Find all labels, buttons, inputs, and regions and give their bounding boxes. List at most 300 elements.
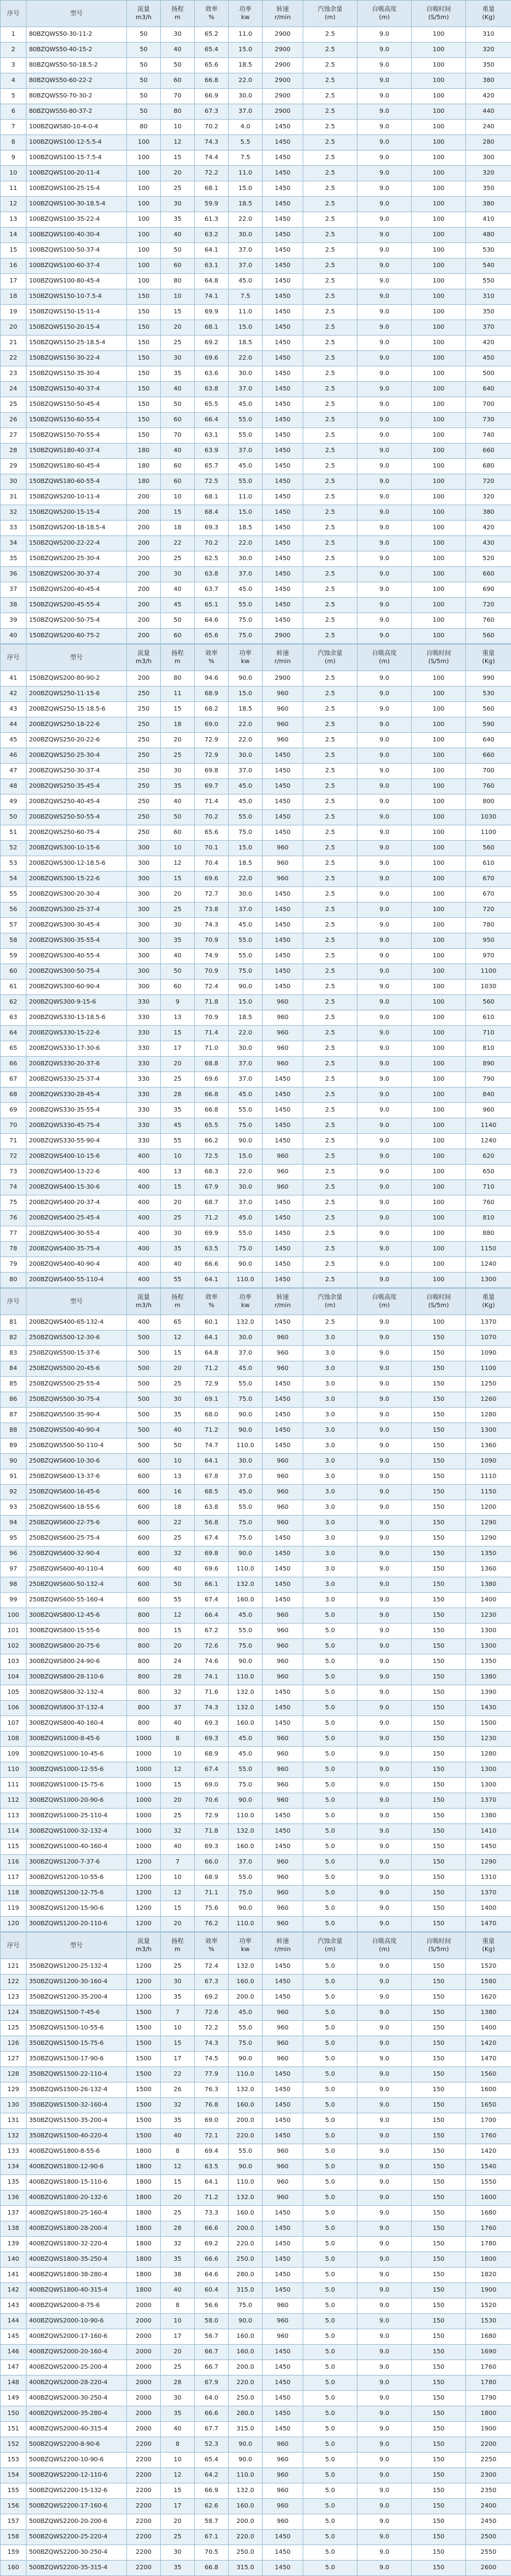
cell-efficiency: 70.9 bbox=[195, 933, 229, 949]
cell-efficiency: 56.6 bbox=[195, 2298, 229, 2314]
cell-self-priming-height: 9.0 bbox=[358, 1577, 412, 1593]
table-row bbox=[1, 2545, 511, 2561]
cell-weight: 1380 bbox=[466, 2005, 511, 2021]
cell-flow: 400 bbox=[127, 1195, 161, 1211]
cell-self-priming-time: 150 bbox=[412, 2298, 466, 2314]
cell-speed: 960 bbox=[263, 1608, 303, 1624]
table-row bbox=[1, 444, 511, 459]
cell-model: 250BZQWS600-13-37-6 bbox=[27, 1469, 127, 1485]
cell-self-priming-time: 100 bbox=[412, 887, 466, 902]
cell-model: 200BZQWS330-28-45-4 bbox=[27, 1088, 127, 1103]
cell-model: 200BZQWS300-15-22-6 bbox=[27, 872, 127, 887]
cell-model: 400BZQWS1800-15-110-6 bbox=[27, 2175, 127, 2190]
cell-npsh: 2.5 bbox=[303, 243, 358, 258]
table-row bbox=[1, 1701, 511, 1716]
cell-head: 25 bbox=[161, 2360, 195, 2376]
cell-efficiency: 74.6 bbox=[195, 1654, 229, 1670]
cell-self-priming-time: 150 bbox=[412, 1839, 466, 1855]
cell-speed: 960 bbox=[263, 2468, 303, 2483]
cell-weight: 760 bbox=[466, 779, 511, 795]
cell-speed: 1450 bbox=[263, 933, 303, 949]
cell-model: 400BZQWS2000-35-280-4 bbox=[27, 2406, 127, 2422]
cell-efficiency: 68.3 bbox=[195, 1165, 229, 1180]
cell-weight: 1500 bbox=[466, 1716, 511, 1732]
cell-head: 30 bbox=[161, 351, 195, 366]
cell-power: 15.0 bbox=[229, 181, 263, 197]
table-row bbox=[1, 1990, 511, 2005]
cell-speed: 960 bbox=[263, 1331, 303, 1346]
cell-efficiency: 71.6 bbox=[195, 1685, 229, 1701]
cell-efficiency: 63.9 bbox=[195, 444, 229, 459]
cell-no: 16 bbox=[1, 258, 27, 274]
cell-head: 35 bbox=[161, 366, 195, 382]
cell-weight: 1520 bbox=[466, 2298, 511, 2314]
cell-efficiency: 74.9 bbox=[195, 949, 229, 964]
cell-self-priming-height: 9.0 bbox=[358, 2190, 412, 2206]
cell-power: 18.5 bbox=[229, 58, 263, 73]
cell-efficiency: 64.1 bbox=[195, 2175, 229, 2190]
cell-no: 146 bbox=[1, 2345, 27, 2360]
table-row bbox=[1, 120, 511, 135]
cell-self-priming-time: 100 bbox=[412, 197, 466, 212]
cell-self-priming-height: 9.0 bbox=[358, 243, 412, 258]
cell-efficiency: 68.7 bbox=[195, 1195, 229, 1211]
cell-weight: 1370 bbox=[466, 1315, 511, 1331]
cell-weight: 800 bbox=[466, 795, 511, 810]
cell-power: 37.0 bbox=[229, 444, 263, 459]
cell-head: 15 bbox=[161, 1901, 195, 1917]
cell-model: 400BZQWS1800-20-132-6 bbox=[27, 2190, 127, 2206]
cell-npsh: 2.5 bbox=[303, 733, 358, 748]
cell-self-priming-height: 9.0 bbox=[358, 2021, 412, 2036]
cell-npsh: 2.5 bbox=[303, 536, 358, 551]
cell-self-priming-time: 100 bbox=[412, 135, 466, 151]
cell-npsh: 3.0 bbox=[303, 1469, 358, 1485]
cell-no: 38 bbox=[1, 598, 27, 613]
cell-npsh: 5.0 bbox=[303, 2021, 358, 2036]
cell-npsh: 2.5 bbox=[303, 1149, 358, 1165]
cell-head: 35 bbox=[161, 933, 195, 949]
table-row bbox=[1, 1423, 511, 1439]
cell-model: 300BZQWS1000-8-45-6 bbox=[27, 1732, 127, 1747]
cell-flow: 300 bbox=[127, 856, 161, 872]
cell-no: 11 bbox=[1, 181, 27, 197]
cell-speed: 1450 bbox=[263, 505, 303, 521]
cell-self-priming-height: 9.0 bbox=[358, 1165, 412, 1180]
cell-head: 40 bbox=[161, 949, 195, 964]
cell-flow: 1000 bbox=[127, 1747, 161, 1762]
cell-power: 280.0 bbox=[229, 2406, 263, 2422]
cell-self-priming-time: 150 bbox=[412, 1546, 466, 1562]
cell-flow: 1800 bbox=[127, 2206, 161, 2221]
cell-head: 30 bbox=[161, 2391, 195, 2406]
header-flow: 流量 m3/h bbox=[127, 1289, 161, 1315]
cell-power: 55.0 bbox=[229, 1226, 263, 1242]
cell-model: 500BZQWS2200-10-90-6 bbox=[27, 2453, 127, 2468]
cell-power: 90.0 bbox=[229, 1546, 263, 1562]
cell-npsh: 2.5 bbox=[303, 1088, 358, 1103]
cell-power: 132.0 bbox=[229, 1315, 263, 1331]
cell-power: 30.0 bbox=[229, 748, 263, 764]
cell-efficiency: 71.2 bbox=[195, 2190, 229, 2206]
cell-no: 37 bbox=[1, 582, 27, 598]
cell-speed: 1450 bbox=[263, 1211, 303, 1226]
cell-no: 34 bbox=[1, 536, 27, 551]
cell-efficiency: 74.5 bbox=[195, 2052, 229, 2067]
cell-self-priming-time: 100 bbox=[412, 613, 466, 629]
cell-flow: 330 bbox=[127, 1072, 161, 1088]
table-row bbox=[1, 2514, 511, 2530]
cell-model: 150BZQWS200-18-18.5-4 bbox=[27, 521, 127, 536]
table-row bbox=[1, 1685, 511, 1701]
cell-self-priming-height: 9.0 bbox=[358, 2422, 412, 2437]
cell-efficiency: 72.9 bbox=[195, 748, 229, 764]
table-row bbox=[1, 2052, 511, 2067]
cell-npsh: 3.0 bbox=[303, 1423, 358, 1439]
table-row bbox=[1, 1331, 511, 1346]
table-row bbox=[1, 2437, 511, 2453]
cell-npsh: 5.0 bbox=[303, 1654, 358, 1670]
cell-npsh: 5.0 bbox=[303, 1793, 358, 1809]
cell-weight: 950 bbox=[466, 933, 511, 949]
cell-efficiency: 70.5 bbox=[195, 2545, 229, 2561]
cell-no: 136 bbox=[1, 2190, 27, 2206]
cell-efficiency: 66.7 bbox=[195, 2360, 229, 2376]
cell-self-priming-time: 100 bbox=[412, 444, 466, 459]
cell-weight: 2500 bbox=[466, 2530, 511, 2545]
table-row bbox=[1, 2098, 511, 2113]
cell-flow: 500 bbox=[127, 1423, 161, 1439]
cell-power: 37.0 bbox=[229, 567, 263, 582]
cell-flow: 200 bbox=[127, 671, 161, 687]
cell-self-priming-time: 150 bbox=[412, 1762, 466, 1778]
cell-model: 100BZQWS100-12-5.5-4 bbox=[27, 135, 127, 151]
cell-npsh: 2.5 bbox=[303, 27, 358, 43]
cell-power: 55.0 bbox=[229, 2021, 263, 2036]
cell-head: 26 bbox=[161, 2083, 195, 2098]
cell-npsh: 5.0 bbox=[303, 1624, 358, 1639]
cell-model: 200BZQWS250-50-55-4 bbox=[27, 810, 127, 825]
cell-speed: 960 bbox=[263, 1855, 303, 1870]
cell-self-priming-time: 150 bbox=[412, 1990, 466, 2005]
cell-npsh: 2.5 bbox=[303, 687, 358, 702]
cell-model: 150BZQWS200-80-90-2 bbox=[27, 671, 127, 687]
cell-model: 200BZQWS250-25-30-4 bbox=[27, 748, 127, 764]
table-row bbox=[1, 305, 511, 320]
cell-head: 30 bbox=[161, 1392, 195, 1408]
cell-efficiency: 63.8 bbox=[195, 1500, 229, 1516]
cell-head: 13 bbox=[161, 1469, 195, 1485]
cell-self-priming-height: 9.0 bbox=[358, 748, 412, 764]
cell-no: 125 bbox=[1, 2021, 27, 2036]
cell-flow: 330 bbox=[127, 1118, 161, 1134]
cell-power: 18.5 bbox=[229, 336, 263, 351]
cell-self-priming-height: 9.0 bbox=[358, 933, 412, 949]
cell-self-priming-time: 100 bbox=[412, 1026, 466, 1041]
cell-head: 20 bbox=[161, 1057, 195, 1072]
cell-weight: 430 bbox=[466, 536, 511, 551]
cell-speed: 960 bbox=[263, 2314, 303, 2329]
cell-speed: 1450 bbox=[263, 2252, 303, 2268]
cell-speed: 960 bbox=[263, 1778, 303, 1793]
cell-npsh: 3.0 bbox=[303, 1361, 358, 1377]
cell-self-priming-time: 100 bbox=[412, 964, 466, 980]
table-row bbox=[1, 1917, 511, 1932]
cell-head: 15 bbox=[161, 2483, 195, 2499]
cell-self-priming-time: 150 bbox=[412, 2036, 466, 2052]
cell-speed: 1450 bbox=[263, 2283, 303, 2298]
cell-no: 17 bbox=[1, 274, 27, 289]
cell-flow: 2000 bbox=[127, 2345, 161, 2360]
table-row bbox=[1, 1026, 511, 1041]
cell-self-priming-height: 9.0 bbox=[358, 1747, 412, 1762]
cell-weight: 640 bbox=[466, 382, 511, 397]
cell-no: 101 bbox=[1, 1624, 27, 1639]
cell-power: 110.0 bbox=[229, 1670, 263, 1685]
cell-speed: 1450 bbox=[263, 2422, 303, 2437]
cell-flow: 800 bbox=[127, 1654, 161, 1670]
cell-speed: 960 bbox=[263, 1485, 303, 1500]
cell-flow: 600 bbox=[127, 1500, 161, 1516]
cell-head: 16 bbox=[161, 1485, 195, 1500]
cell-no: 139 bbox=[1, 2237, 27, 2252]
cell-power: 132.0 bbox=[229, 1577, 263, 1593]
cell-weight: 560 bbox=[466, 995, 511, 1010]
cell-self-priming-height: 9.0 bbox=[358, 397, 412, 413]
cell-no: 112 bbox=[1, 1793, 27, 1809]
cell-self-priming-height: 9.0 bbox=[358, 2175, 412, 2190]
cell-power: 22.0 bbox=[229, 351, 263, 366]
cell-self-priming-time: 150 bbox=[412, 1901, 466, 1917]
cell-no: 4 bbox=[1, 73, 27, 89]
cell-no: 74 bbox=[1, 1180, 27, 1195]
cell-no: 15 bbox=[1, 243, 27, 258]
cell-self-priming-height: 9.0 bbox=[358, 1546, 412, 1562]
cell-npsh: 2.5 bbox=[303, 444, 358, 459]
cell-no: 147 bbox=[1, 2360, 27, 2376]
cell-efficiency: 71.4 bbox=[195, 1026, 229, 1041]
cell-model: 350BZQWS1500-15-75-6 bbox=[27, 2036, 127, 2052]
cell-speed: 1450 bbox=[263, 582, 303, 598]
cell-flow: 200 bbox=[127, 521, 161, 536]
cell-speed: 960 bbox=[263, 1793, 303, 1809]
cell-efficiency: 68.1 bbox=[195, 490, 229, 505]
cell-speed: 960 bbox=[263, 1747, 303, 1762]
table-row bbox=[1, 2206, 511, 2221]
cell-self-priming-time: 150 bbox=[412, 2083, 466, 2098]
cell-weight: 1250 bbox=[466, 1377, 511, 1392]
header-eff: 效率 % bbox=[195, 1933, 229, 1959]
table-row bbox=[1, 505, 511, 521]
cell-flow: 1000 bbox=[127, 1762, 161, 1778]
cell-self-priming-time: 100 bbox=[412, 629, 466, 644]
cell-weight: 550 bbox=[466, 274, 511, 289]
cell-speed: 1450 bbox=[263, 980, 303, 995]
cell-speed: 1450 bbox=[263, 764, 303, 779]
cell-efficiency: 72.9 bbox=[195, 733, 229, 748]
cell-speed: 1450 bbox=[263, 382, 303, 397]
cell-self-priming-time: 150 bbox=[412, 1408, 466, 1423]
cell-head: 50 bbox=[161, 1439, 195, 1454]
cell-power: 160.0 bbox=[229, 2329, 263, 2345]
table-row bbox=[1, 964, 511, 980]
cell-weight: 700 bbox=[466, 397, 511, 413]
cell-flow: 500 bbox=[127, 1361, 161, 1377]
cell-efficiency: 76.8 bbox=[195, 2098, 229, 2113]
cell-flow: 400 bbox=[127, 1165, 161, 1180]
cell-flow: 2000 bbox=[127, 2314, 161, 2329]
cell-speed: 960 bbox=[263, 733, 303, 748]
header-weight: 重量 (Kg) bbox=[466, 1933, 511, 1959]
table-row bbox=[1, 2129, 511, 2144]
cell-self-priming-height: 9.0 bbox=[358, 474, 412, 490]
cell-self-priming-height: 9.0 bbox=[358, 1118, 412, 1134]
cell-model: 300BZQWS1200-20-110-6 bbox=[27, 1917, 127, 1932]
cell-no: 152 bbox=[1, 2437, 27, 2453]
cell-self-priming-height: 9.0 bbox=[358, 1975, 412, 1990]
table-row bbox=[1, 212, 511, 228]
cell-npsh: 5.0 bbox=[303, 2129, 358, 2144]
cell-flow: 1000 bbox=[127, 1732, 161, 1747]
cell-model: 200BZQWS400-20-37-4 bbox=[27, 1195, 127, 1211]
cell-model: 200BZQWS400-13-22-6 bbox=[27, 1165, 127, 1180]
cell-model: 200BZQWS300-60-90-4 bbox=[27, 980, 127, 995]
cell-flow: 400 bbox=[127, 1273, 161, 1288]
cell-no: 73 bbox=[1, 1165, 27, 1180]
cell-efficiency: 94.6 bbox=[195, 671, 229, 687]
cell-power: 45.0 bbox=[229, 582, 263, 598]
cell-efficiency: 67.4 bbox=[195, 1762, 229, 1778]
cell-model: 400BZQWS2000-17-160-6 bbox=[27, 2329, 127, 2345]
cell-model: 300BZQWS800-24-90-6 bbox=[27, 1654, 127, 1670]
cell-self-priming-time: 100 bbox=[412, 428, 466, 444]
cell-model: 350BZQWS1200-25-132-4 bbox=[27, 1959, 127, 1975]
header-power: 功率 kw bbox=[229, 645, 263, 671]
cell-power: 160.0 bbox=[229, 2206, 263, 2221]
cell-weight: 1430 bbox=[466, 1701, 511, 1716]
pump-spec-table bbox=[0, 1288, 511, 1932]
table-row bbox=[1, 2483, 511, 2499]
cell-self-priming-height: 9.0 bbox=[358, 856, 412, 872]
cell-self-priming-time: 100 bbox=[412, 459, 466, 474]
cell-head: 60 bbox=[161, 474, 195, 490]
cell-self-priming-time: 100 bbox=[412, 1257, 466, 1273]
cell-self-priming-height: 9.0 bbox=[358, 1886, 412, 1901]
cell-flow: 1800 bbox=[127, 2175, 161, 2190]
cell-efficiency: 72.4 bbox=[195, 980, 229, 995]
cell-weight: 1760 bbox=[466, 2129, 511, 2144]
cell-power: 75.0 bbox=[229, 1516, 263, 1531]
cell-power: 11.0 bbox=[229, 490, 263, 505]
cell-model: 250BZQWS500-40-90-4 bbox=[27, 1423, 127, 1439]
header-npsh: 汽蚀余量 (m) bbox=[303, 1, 358, 27]
cell-self-priming-time: 100 bbox=[412, 536, 466, 551]
cell-model: 300BZQWS1000-32-132-4 bbox=[27, 1824, 127, 1839]
cell-power: 90.0 bbox=[229, 980, 263, 995]
cell-no: 90 bbox=[1, 1454, 27, 1469]
cell-power: 90.0 bbox=[229, 1423, 263, 1439]
cell-flow: 500 bbox=[127, 1346, 161, 1361]
cell-npsh: 2.5 bbox=[303, 933, 358, 949]
cell-speed: 960 bbox=[263, 2175, 303, 2190]
cell-self-priming-time: 100 bbox=[412, 1041, 466, 1057]
cell-efficiency: 65.2 bbox=[195, 27, 229, 43]
cell-power: 45.0 bbox=[229, 779, 263, 795]
header-selfheight: 自吸高度 (m) bbox=[358, 645, 412, 671]
cell-power: 22.0 bbox=[229, 536, 263, 551]
cell-speed: 1450 bbox=[263, 1809, 303, 1824]
cell-flow: 2200 bbox=[127, 2545, 161, 2561]
cell-no: 25 bbox=[1, 397, 27, 413]
cell-self-priming-time: 100 bbox=[412, 687, 466, 702]
cell-flow: 300 bbox=[127, 887, 161, 902]
cell-efficiency: 65.4 bbox=[195, 2453, 229, 2468]
cell-npsh: 5.0 bbox=[303, 2329, 358, 2345]
cell-model: 350BZQWS1200-30-160-4 bbox=[27, 1975, 127, 1990]
cell-model: 150BZQWS200-22-22-4 bbox=[27, 536, 127, 551]
cell-self-priming-time: 100 bbox=[412, 671, 466, 687]
cell-self-priming-time: 150 bbox=[412, 1701, 466, 1716]
cell-power: 45.0 bbox=[229, 1088, 263, 1103]
cell-head: 18 bbox=[161, 1500, 195, 1516]
cell-self-priming-height: 9.0 bbox=[358, 2483, 412, 2499]
cell-self-priming-time: 100 bbox=[412, 856, 466, 872]
cell-model: 200BZQWS250-18-22-6 bbox=[27, 717, 127, 733]
cell-weight: 1380 bbox=[466, 1809, 511, 1824]
header-model: 型号 bbox=[27, 1933, 127, 1959]
cell-head: 60 bbox=[161, 73, 195, 89]
cell-flow: 2000 bbox=[127, 2298, 161, 2314]
cell-weight: 1700 bbox=[466, 2113, 511, 2129]
cell-self-priming-height: 9.0 bbox=[358, 2406, 412, 2422]
cell-self-priming-time: 100 bbox=[412, 1180, 466, 1195]
cell-head: 30 bbox=[161, 2545, 195, 2561]
cell-self-priming-time: 100 bbox=[412, 89, 466, 104]
cell-efficiency: 67.4 bbox=[195, 1531, 229, 1546]
cell-speed: 1450 bbox=[263, 1439, 303, 1454]
cell-speed: 1450 bbox=[263, 413, 303, 428]
cell-self-priming-height: 9.0 bbox=[358, 320, 412, 336]
header-speed: 转速 r/min bbox=[263, 1, 303, 27]
cell-model: 200BZQWS330-55-90-4 bbox=[27, 1134, 127, 1149]
cell-power: 5.5 bbox=[229, 135, 263, 151]
cell-power: 75.0 bbox=[229, 1242, 263, 1257]
table-row bbox=[1, 629, 511, 644]
cell-weight: 520 bbox=[466, 551, 511, 567]
table-row bbox=[1, 2252, 511, 2268]
cell-npsh: 2.5 bbox=[303, 748, 358, 764]
cell-no: 53 bbox=[1, 856, 27, 872]
header-no: 序号 bbox=[1, 645, 27, 671]
cell-flow: 2000 bbox=[127, 2329, 161, 2345]
cell-flow: 1000 bbox=[127, 1778, 161, 1793]
cell-model: 150BZQWS150-40-37-4 bbox=[27, 382, 127, 397]
cell-weight: 350 bbox=[466, 58, 511, 73]
cell-head: 20 bbox=[161, 1195, 195, 1211]
cell-head: 40 bbox=[161, 228, 195, 243]
cell-self-priming-height: 9.0 bbox=[358, 2237, 412, 2252]
cell-no: 154 bbox=[1, 2468, 27, 2483]
cell-speed: 960 bbox=[263, 2190, 303, 2206]
cell-efficiency: 74.7 bbox=[195, 1439, 229, 1454]
header-npsh: 汽蚀余量 (m) bbox=[303, 645, 358, 671]
table-row bbox=[1, 1809, 511, 1824]
cell-flow: 250 bbox=[127, 687, 161, 702]
cell-efficiency: 72.5 bbox=[195, 474, 229, 490]
cell-npsh: 2.5 bbox=[303, 104, 358, 120]
cell-flow: 100 bbox=[127, 181, 161, 197]
cell-speed: 960 bbox=[263, 1010, 303, 1026]
